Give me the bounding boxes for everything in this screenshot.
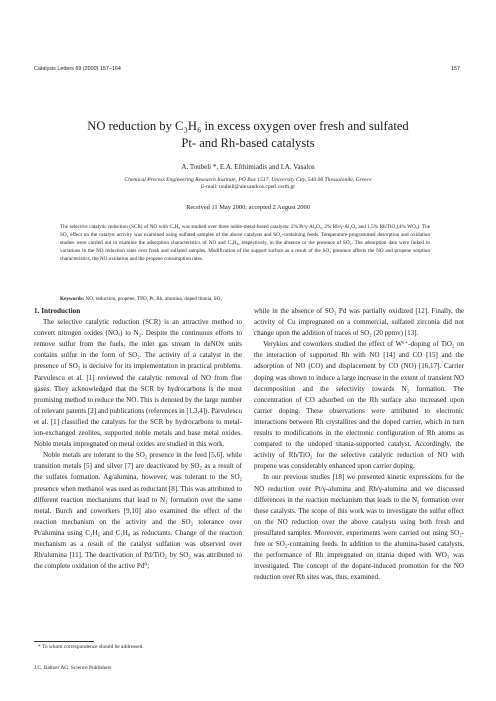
paragraph: Verykios and coworkers studied the effect of W⁶⁺-doping of TiO₂ on the interaction of supported Rh with NO [14] and CO [15] and the adsorption of NO (CO) and displacement by CO (NO) [16,17]. Carrier doping was shown to induce a large increase in the extent of transient NO decomposition and the selectivity towards N₂ formation. The concentration of CO adsorbed on the Rh surface also increased upon carrier doping. These observations were attributed to electronic interactions between Rh crystallites and the doped carrier, which in turn results to modifications in the electronic configuration of Rh atoms as compared to the undoped titania-supported catalyst. Accordingly, the activity of Rh/TiO₂ for the selective catalytic reduction of NO with propene was considerably enhanced upon carrier doping. [254,340,464,471]
keywords-label: Keywords: [60,296,85,302]
right-column [254,306,464,583]
section-heading: 1. Introduction [34,307,81,315]
footnote: * To whom correspondence should be addressed. [38,644,144,650]
publisher: J.C. Baltzer AG, Science Publishers [34,665,112,671]
running-header [34,66,460,76]
abstract: The selective catalytic reduction (SCR) of NO with C₃H₆ was studied over three noble-metal-based catalysts: 2% Pt/γ-Al₂O₃, 2% Rh/γ-Al₂O₃ and 1.5% Rh/TiO₂(4% WO₃). The SO₂ effect on the catalyst activity was examined using sulfated samples of the above catalysts and SO₂-containing feeds. Temperature-programmed desorption and oxidation studies were carried out to examine the adsorption characteristics of NO and C₃H₆, respectively, in the absence or the presence of SO₂. The adsorption data were linked to variations in the NO reduction rates over fresh and sulfated samples. Modification of the support surface as a result of the SO₂ presence affects the NO and propene sorption characteristics, the NO oxidation and the propene consumption rates. [60,224,430,262]
page-number: 157 [451,66,460,72]
title-line-1: NO reduction by C₃H₆ in excess oxygen over fresh and sulfated [87,119,409,133]
footnote-rule [34,641,94,642]
left-column [34,306,242,572]
paper-title [40,118,456,152]
paragraph: In our previous studies [18] we presented kinetic expressions for the NO reduction over Pt/γ-alumina and Rh/γ-alumina and we discussed differences in the reaction mechanism that leads to the N₂ formation over these catalysts. The scope of this work was to investigate the sulfur effect on the NO reduction over the above catalysts using both fresh and presulfated samples. Moreover, experiments were carried out using SO₂-free or SO₂-containing feeds. In addition to the alumina-based catalysts, the performance of Rh impregnated on titania doped with WO₃ was investigated. The concept of the dopant-induced promotion for the NO reduction over Rh sites was, thus, examined. [254,473,464,582]
received-dates: Received 11 May 2000; accepted 2 August 2000 [186,204,310,211]
keywords-line [60,296,430,302]
affiliation: Chemical Process Engineering Research Institute, PO Box 1517, University City, 540 06 Thessaloniki, Greece [124,177,372,183]
email: E-mail: toubeli@alexandros.cperi.certh.gr [200,184,296,190]
journal-citation: Catalysis Letters 69 (2000) 157–164 [34,66,121,72]
paragraph: while in the absence of SO₂ Pd was partially oxidized [12]. Finally, the activity of Cu impregnated on a commercial, sulfated zirconia did not change upon the addition of traces of SO₂ (20 ppmv) [13]. [254,307,464,338]
authors: A. Toubeli *, E.A. Efthimiadis and I.A. Vasalos [181,163,315,171]
paragraph: Noble metals are tolerant to the SO₂ presence in the feed [5,6], while transition metals [5] and silver [7] are deactivated by SO₂ as a result of the sulfates formation. Ag/alumina, however, was tolerant to the SO₂ presence when methanol was used as reductant [8]. This was attributed to different reaction mechanisms that lead to N₂ formation over the same metal. Burch and coworkers [9,10] also examined the effect of the reaction mechanism on the activity and the SO₂ tolerance over Pt/alumina using C₃H₆ and C₃H₈ as reductants. Change of the reaction mechanism as a result of the catalyst sulfation was observed over Rh/alumina [11]. The deactivation of Pd/TiO₂ by SO₂ was attributed to the complete oxidation of the active Pd⁰; [34,451,242,571]
keywords: NO, reduction, propene, TPD, Pt, Rh, alumina, doped titania, SO₂ [85,296,223,302]
paragraph: The selective catalytic reduction (SCR) is an attractive method to convert nitrogen oxides (NOₓ) to N₂. Despite the continuous efforts to remove sulfur from the fuels, the inlet gas stream in deNOx units contains sulfur in the form of SO₂. The activity of a catalyst in the presence of SO₂ is decisive for its implementation in practical problems. Parvulescu et al. [1] reviewed the catalytic removal of NO from flue gases. They acknowledged that the SCR by hydrocarbons is the most promising method to reduce the NO. This is denoted by the large number of relevant patents [2] and publications (references in [1,3,4]). Parvulescu et al. [1] classified the catalysts for the SCR by hydrocarbons to metal-ion-exchanged zeolites, supported noble metals and base metal oxides. Noble metals impregnated on metal oxides are studied in this work. [34,318,242,449]
title-line-2: Pt- and Rh-based catalysts [181,136,315,150]
